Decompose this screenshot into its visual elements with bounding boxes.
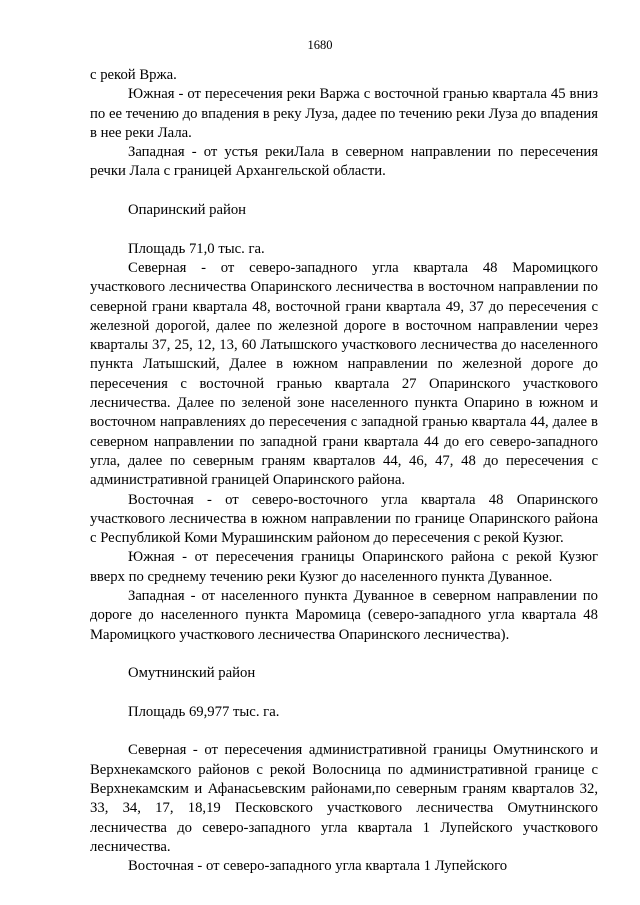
- paragraph-south-boundary: Южная - от пересечения реки Варжа с восточной гранью квартала 45 вниз по ее течению до впадения в реку Луза, дадее по течению реки Луза до впадения в нее реки Лала.: [90, 86, 598, 141]
- omutninsky-north-boundary: Северная - от пересечения административной границы Омутнинского и Верхнекамского районов с рекой Волосница по административной границе с Верхнекамским и Афанасьевским районами,по северным граням кварталов 32, 33, 34, 17, 18,19 Песковского участкового лесничества Омутнинского лесничества до северо-западного угла квартала 1 Лупейского участкового лесничества.: [90, 742, 598, 855]
- oparinsky-south-boundary: Южная - от пересечения границы Опаринского района с рекой Кузюг вверх по среднему течению реки Кузюг до населенного пункта Дуванное.: [90, 549, 598, 585]
- omutninsky-area: Площадь 69,977 тыс. га.: [128, 703, 280, 720]
- paragraph-west-boundary: Западная - от устья рекиЛала в северном направлении по пересечения речки Лала с границей Архангельской области.: [90, 144, 598, 180]
- paragraph-continuation: с рекой Вржа.: [90, 67, 177, 83]
- page-number: 1680: [307, 38, 333, 52]
- oparinsky-west-boundary: Западная - от населенного пункта Дуванное в северном направлении по дороге до населенного пункта Маромица (северо-западного угла квартала 48 Маромицкого участкового лесничества Опаринского лесничества).: [90, 588, 598, 643]
- oparinsky-north-boundary: Северная - от северо-западного угла квартала 48 Маромицкого участкового лесничества Опаринского лесничества в восточном направлении по северной грани квартала 48, восточной грани квартала 49, 37 до пересечения с железной дорогой, далее по железной дороге в восточном направлении через кварталы 37, 25, 12, 13, 60 Латышского участкового лесничества до населенного пункта Латышский, Далее в южном направлении по железной дороге до пересечения с восточной гранью квартала 27 Опаринского участкового лесничества. Далее по зеленой зоне населенного пункта Опарино в южном и восточном направлениях до пересечения с западной гранью квартала 44, далее в северном направлении по западной грани квартала 44 до его северо-западного угла, далее по северным граням кварталов 44, 46, 47, 48 до пересечения с административной границей Опаринского района.: [90, 259, 598, 489]
- omutninsky-east-boundary: Восточная - от северо-западного угла квартала 1 Лупейского: [128, 858, 508, 875]
- section-heading-oparinsky: Опаринский район: [128, 202, 247, 219]
- oparinsky-area: Площадь 71,0 тыс. га.: [128, 240, 265, 257]
- oparinsky-east-boundary: Восточная - от северо-восточного угла квартала 48 Опаринского участкового лесничества в южном направлении по границе Опаринского района с Республикой Коми Мурашинским районом до пересечения с рекой Кузюг.: [90, 491, 598, 547]
- document-body: [90, 66, 598, 876]
- section-heading-omutninsky: Омутнинский район: [128, 665, 256, 682]
